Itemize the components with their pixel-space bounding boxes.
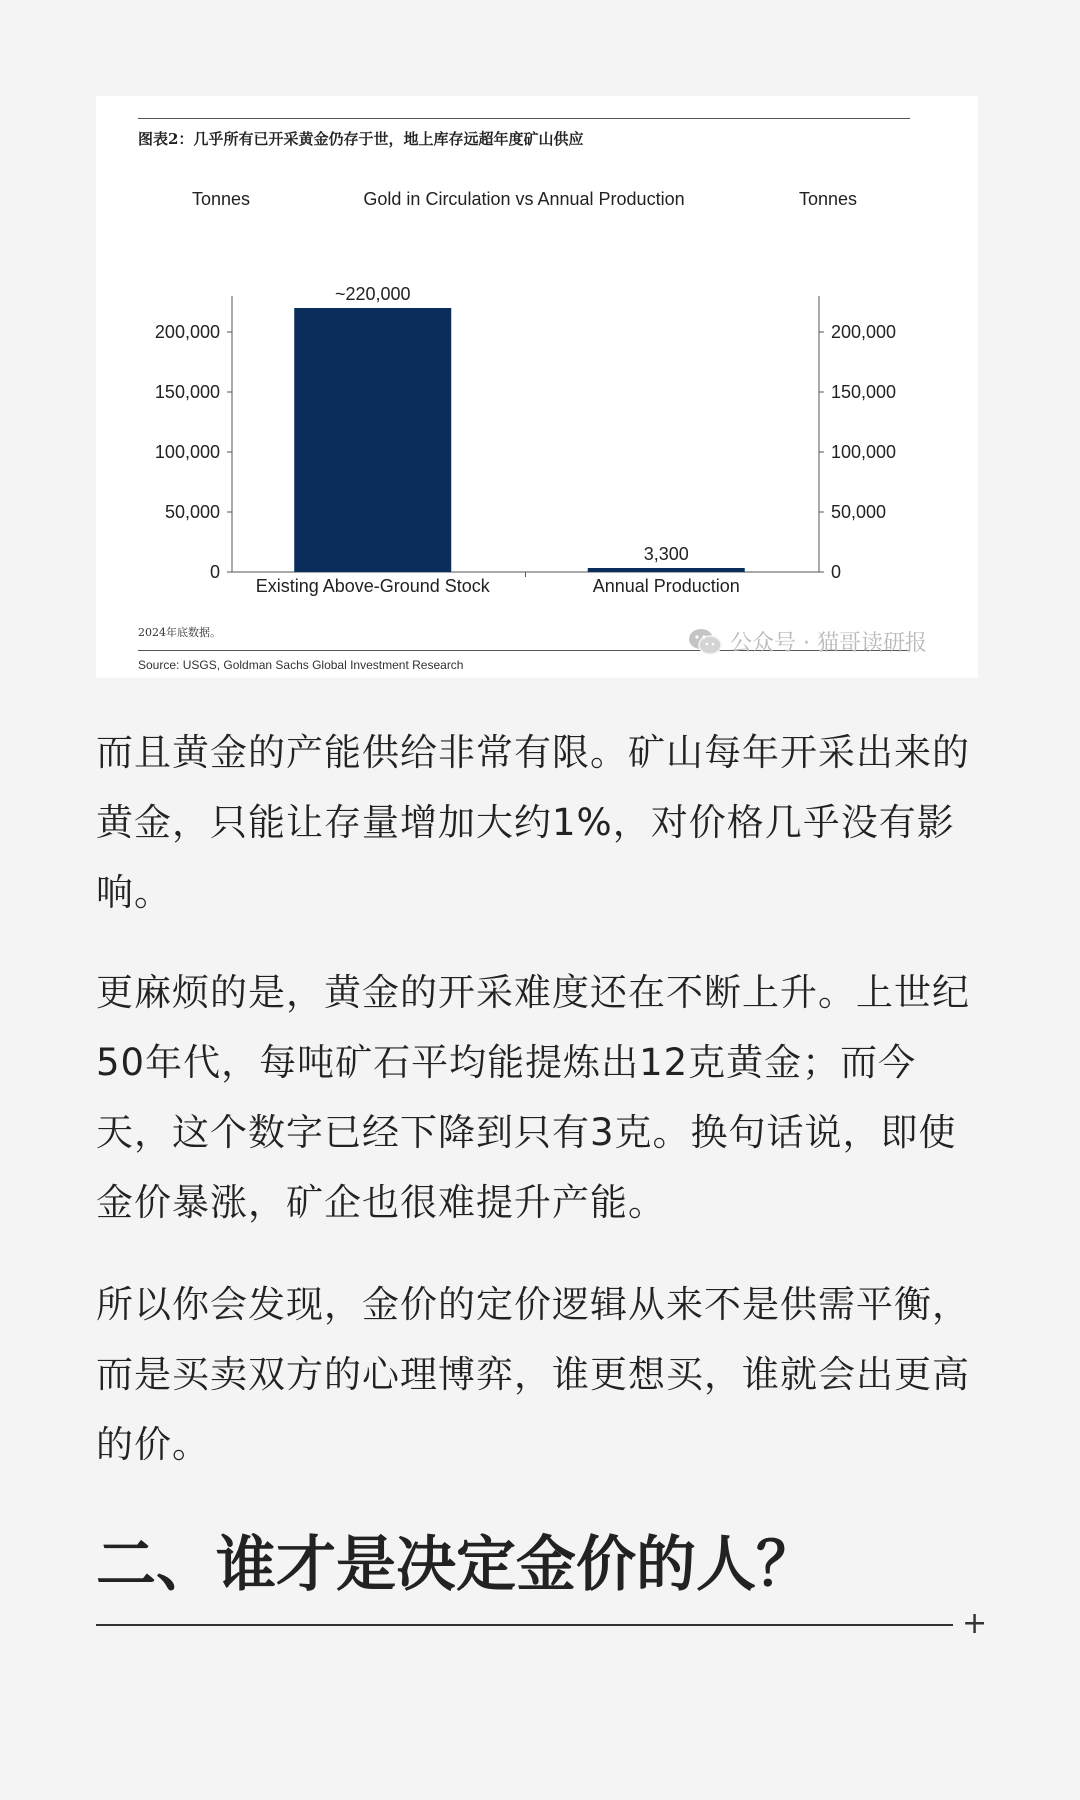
article-paragraph-3: 所以你会发现，金价的定价逻辑从来不是供需平衡，而是买卖双方的心理博弈，谁更想买，谁就会出更高的价。 (96, 1283, 970, 1466)
left-y-tick-label: 0 (209, 562, 220, 582)
article-paragraph-1: 而且黄金的产能供给非常有限。矿山每年开采出来的黄金，只能让存量增加大约1%，对价格几乎没有影响。 (96, 731, 970, 914)
left-y-tick-label: 100,000 (154, 442, 220, 462)
figure-caption: 图表2：几乎所有已开采黄金仍存于世，地上库存远超年度矿山供应 (138, 130, 584, 148)
watermark (688, 626, 927, 657)
wechat-icon (688, 628, 722, 656)
left-y-tick-label: 150,000 (154, 382, 220, 402)
right-y-tick-label: 200,000 (831, 322, 897, 342)
heading-divider (96, 1624, 953, 1626)
left-axis-unit-label: Tonnes (191, 189, 251, 209)
x-category-label: Annual Production (592, 576, 740, 596)
bar-data-label: ~220,000 (334, 284, 411, 304)
right-y-tick-label: 0 (831, 562, 842, 582)
right-y-tick-label: 150,000 (831, 382, 897, 402)
right-axis-unit-label: Tonnes (798, 189, 858, 209)
left-y-tick-label: 200,000 (154, 322, 220, 342)
figure-note: 2024年底数据。 (138, 626, 221, 639)
bar (294, 308, 451, 572)
expand-plus-icon[interactable]: + (962, 1606, 988, 1641)
bar-chart (96, 96, 978, 678)
bar (588, 568, 745, 572)
bar-data-label: 3,300 (643, 544, 689, 564)
left-y-tick-label: 50,000 (164, 502, 220, 522)
chart-title: Gold in Circulation vs Annual Production (363, 189, 685, 209)
article-paragraph-2: 更麻烦的是，黄金的开采难度还在不断上升。上世纪50年代，每吨矿石平均能提炼出12克黄金；而今天，这个数字已经下降到只有3克。换句话说，即使金价暴涨，矿企也很难提升产能。 (96, 971, 970, 1224)
chart-figure (96, 96, 978, 678)
section-heading: 二、谁才是决定金价的人？ (96, 1530, 816, 1600)
right-y-tick-label: 50,000 (831, 502, 887, 522)
right-y-tick-label: 100,000 (831, 442, 897, 462)
figure-source: Source: USGS, Goldman Sachs Global Investment Research (138, 658, 464, 672)
x-category-label: Existing Above-Ground Stock (255, 576, 490, 596)
watermark-text: 公众号 · 猫哥读研报 (730, 631, 927, 656)
